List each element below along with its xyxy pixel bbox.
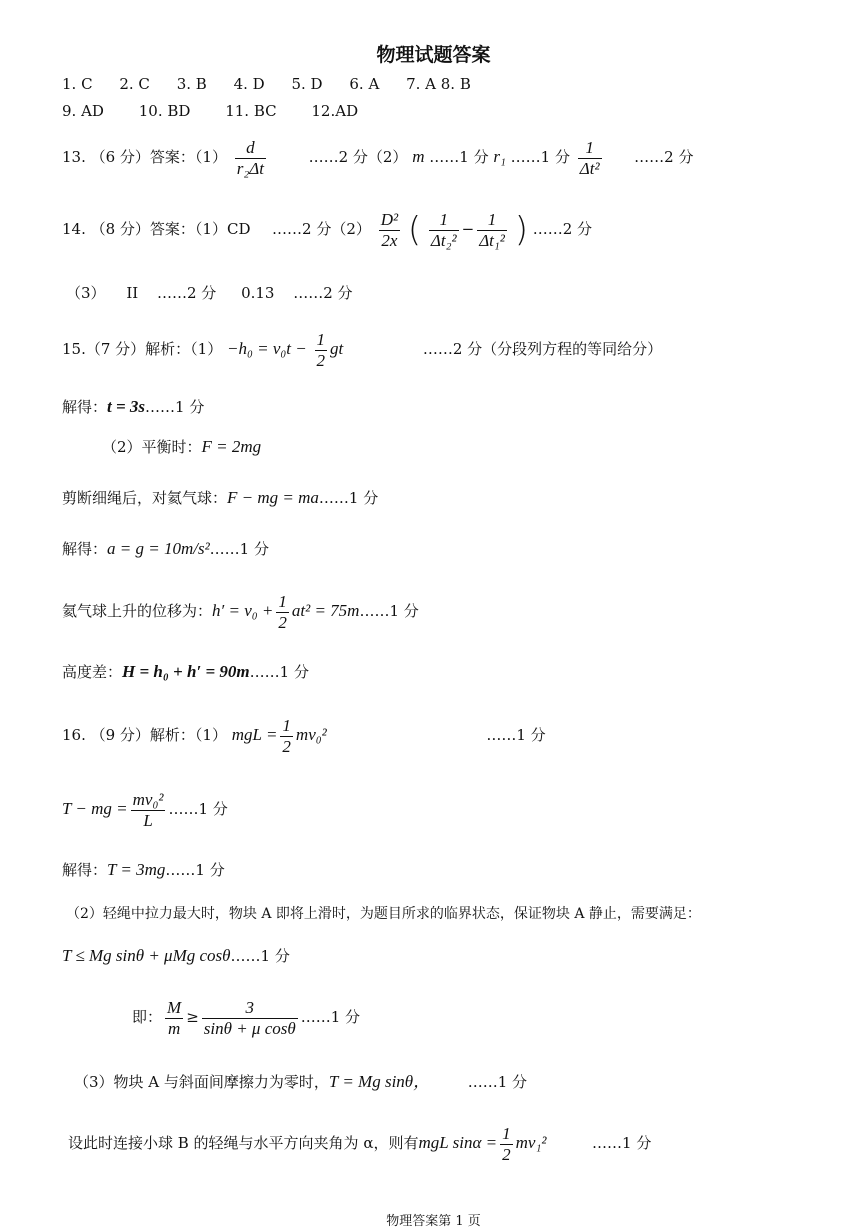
mc-answer: 9. AD [62, 102, 104, 120]
half-fraction [315, 330, 328, 370]
q15-part1 [62, 330, 662, 370]
label: 氦气球上升的位移为： [62, 602, 213, 621]
equation: mgL = [231, 725, 278, 745]
half-fraction [280, 716, 293, 756]
q16-tension-eq [62, 790, 228, 830]
mc-answer: 10. BD [138, 102, 191, 120]
q13-answer [62, 138, 693, 178]
mc-answer: 4. D [233, 75, 265, 93]
equation: F − mg = ma [227, 488, 319, 507]
q13-fraction [235, 138, 266, 178]
mc-answer: 12.AD [311, 102, 359, 120]
q14-fraction-b [477, 210, 507, 250]
label: 即： [132, 1008, 163, 1027]
label: 剪断细绳后，对氦气球： [62, 489, 228, 507]
mc-answer: 3. B [176, 75, 207, 93]
equation: T − mg = [62, 799, 128, 819]
score: ……1 分 [300, 1008, 361, 1027]
frac-den: L [143, 810, 153, 830]
close-paren: ) [514, 210, 528, 251]
label: 解得： [62, 861, 108, 879]
mc-answer: 5. D [291, 75, 323, 93]
score: ……1 分 [592, 1134, 652, 1153]
q15-cut-rope [62, 489, 378, 506]
q16-result-T [62, 861, 225, 878]
equation: T = 3mg [107, 860, 166, 879]
q15-result-a [62, 540, 269, 557]
equation: gt [330, 339, 344, 359]
label: 解得： [62, 540, 108, 558]
q14-head: 14. （8 分）答案：（1）CD [62, 220, 251, 239]
mc-answers-row-2 [62, 104, 358, 119]
mc-answer: 11. BC [225, 102, 277, 120]
q16-part3 [74, 1073, 527, 1090]
mass-ratio-fraction [165, 998, 183, 1038]
q16-inequality [62, 947, 290, 964]
frac-num: 1 [316, 330, 326, 349]
label: 解得： [62, 398, 108, 416]
frac-num: 1 [578, 138, 602, 159]
page-title: 物理试题答案 [376, 44, 491, 66]
equation: a = g = 10m/s² [107, 539, 210, 558]
mc-answer: 6. A [349, 75, 380, 93]
score: ……2 分（分段列方程的等同给分） [422, 340, 663, 359]
q16-part1 [62, 716, 546, 756]
frac-den: 2 [282, 736, 291, 756]
q15-head: 15.（7 分）解析：（1） [62, 340, 223, 359]
q16-head: 16. （9 分）解析：（1） [62, 726, 227, 745]
frac-num: 1 [502, 1124, 511, 1143]
frac-den: Δt² [579, 158, 600, 178]
score: ……1 分 [429, 148, 489, 167]
frac-num: M [167, 998, 182, 1017]
q14-answer: 14. （8 分）答案：（1）CD ……2 分（2） $\frac{\text{D²}}{2x}$ ( $\frac{1}{\text{Δt₂²}}$ − $\frac{1}{\text{Δt₁²}}$ ) ……2 分 [62, 210, 593, 251]
score: ……2 分（2） [308, 148, 408, 167]
q15-result-t [62, 398, 204, 415]
score: ……1 分 [165, 861, 225, 879]
frac-num: 3 [202, 998, 298, 1019]
q16-ratio [132, 998, 360, 1038]
page-footer: 物理答案第 1 页 [386, 1214, 481, 1229]
q14-part3-value: 0.13 [241, 284, 275, 302]
q13-head: 13. （6 分）答案：（1） [62, 148, 227, 167]
equation: −h₀ = v₀t − [227, 339, 307, 359]
frac-den: Δt₂² [430, 230, 457, 250]
q15-part2 [102, 438, 261, 455]
equation: mv₁² [515, 1133, 547, 1153]
frac-den: 2 [316, 350, 326, 370]
tension-fraction [131, 790, 166, 830]
score: ……1 分 [209, 540, 269, 558]
q15-height-diff [62, 663, 309, 680]
q14-fraction-a [429, 210, 459, 250]
frac-den: 2x [381, 230, 398, 250]
label: （2）平衡时： [102, 438, 202, 456]
q15-displacement [62, 592, 419, 632]
equation: T = Mg sinθ， [328, 1072, 431, 1091]
q14-part3 [66, 286, 353, 301]
frac-den: 2 [278, 612, 287, 632]
equation: mgL sinα = [418, 1133, 498, 1153]
q16-part2-text: （2）轻绳中拉力最大时，物块 A 即将上滑时，为题目所求的临界状态，保证物块 A 静止，需要满足： [66, 906, 701, 922]
equation: T ≤ Mg sinθ + μMg cosθ [62, 946, 231, 965]
label: 高度差： [62, 663, 123, 681]
score: ……1 分 [145, 398, 205, 416]
frac-num: 1 [282, 716, 291, 735]
mc-answer: 7. A 8. B [406, 75, 471, 93]
q14-fraction [379, 210, 400, 250]
half-fraction [500, 1124, 513, 1164]
q13-r: r₁ [493, 147, 506, 167]
frac-num: D² [380, 210, 399, 229]
equation: at² = 75m [291, 601, 360, 621]
trig-fraction [202, 998, 298, 1038]
frac-num: 1 [278, 592, 287, 611]
mc-answer: 2. C [119, 75, 150, 93]
frac-den: r₂Δt [236, 158, 264, 178]
score: ……1 分 [168, 800, 228, 819]
equation: F = 2mg [201, 437, 262, 456]
equation: H = h₀ + h′ = 90m [122, 662, 250, 681]
half-fraction [276, 592, 289, 632]
score: ……1 分 [359, 602, 419, 621]
mc-answer: 1. C [62, 75, 93, 93]
frac-num: 1 [429, 210, 459, 231]
score: ……1 分 [249, 663, 309, 681]
equation: t = 3s [107, 397, 146, 416]
q13-fraction-2 [578, 138, 602, 178]
q14-part3-answer: II [126, 284, 139, 302]
score: ……1 分 [510, 148, 570, 167]
equation: mv₀² [295, 725, 327, 745]
text: 设此时连接小球 B 的轻绳与水平方向夹角为 α，则有 [68, 1134, 419, 1153]
frac-num: mv₀² [132, 790, 164, 809]
score: ……1 分 [486, 726, 546, 745]
score: ……1 分 [467, 1073, 528, 1091]
score: ……1 分 [230, 947, 290, 965]
frac-den: 2 [502, 1144, 511, 1164]
score: ……2 分（2） [272, 220, 371, 239]
score: ……1 分 [318, 489, 379, 507]
text: （3）物块 A 与斜面间摩擦力为零时， [74, 1073, 329, 1091]
q13-m: m [412, 147, 425, 167]
q14-part3-label: （3） [66, 284, 106, 302]
frac-den: sinθ + μ cosθ [203, 1018, 296, 1038]
score: ……2 分 [634, 148, 694, 167]
score: ……2 分 [293, 284, 353, 302]
frac-den: m [167, 1018, 181, 1038]
score: ……2 分 [532, 220, 593, 239]
equation: h′ = v₀ + [212, 601, 274, 621]
frac-num: d [235, 138, 266, 159]
q16-last-line [68, 1124, 651, 1164]
mc-answers-row-1 [62, 77, 471, 92]
ge-sign: ≥ [186, 1008, 199, 1027]
frac-num: 1 [477, 210, 507, 231]
frac-den: Δt₁² [479, 230, 505, 250]
score: ……2 分 [156, 284, 217, 302]
open-paren: ( [407, 210, 422, 251]
